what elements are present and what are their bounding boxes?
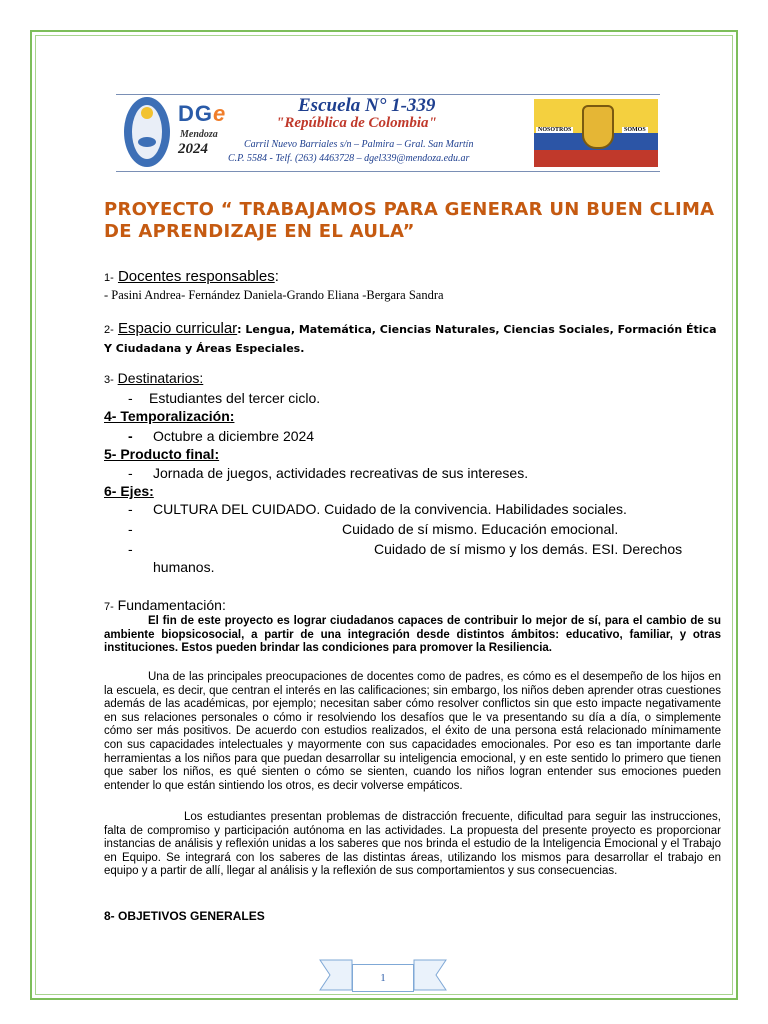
fundamentacion-intro: El fin de este proyecto es lograr ciudadanos capaces de contribuir lo mejor de sí, para el cambio de su ambiente biopsicosocial, a partir de una integración desde distintos ámbitos: educativo, familiar, y otras instituciones. Estos pueden brindar las condiciones para promover la Resiliencia.	[104, 615, 721, 654]
docentes-list: - Pasini Andrea- Fernández Daniela-Grando Eliana -Bergara Sandra	[104, 288, 444, 302]
section-docentes: 1- Docentes responsables:	[104, 268, 279, 285]
section-temporalizacion: 4- Temporalización:	[104, 408, 235, 424]
list-item: - Estudiantes del tercer ciclo.	[128, 390, 321, 406]
flag-label-left: NOSOTROS	[538, 127, 572, 133]
year-label: 2024	[178, 141, 208, 157]
page-number: 1	[352, 964, 414, 992]
list-item: - Octubre a diciembre 2024	[128, 428, 315, 444]
list-item-continued: humanos.	[153, 559, 215, 575]
school-name: Escuela N° 1-339	[298, 95, 436, 116]
list-item: - Jornada de juegos, actividades recreativas de sus intereses.	[128, 465, 529, 481]
section-ejes: 6- Ejes:	[104, 483, 154, 499]
fundamentacion-paragraph-1: Una de las principales preocupaciones de docentes como de padres, es cómo es el desempeño de los hijos en la escuela, es decir, que centran el interés en las calificaciones; sin embargo, los niños deben aprender otras cuestiones además de las académicas, por ejemplo; necesitan saber cómo resolver conflictos sin que esto impacte negativamente en sus relaciones personales o cómo ir resolviendo los desafíos que le va presentando su día a día, o simplemente cómo ser más positivos. De acuerdo con estudios realizados, el éxito de una persona está relacionado mínimamente con sus capacidades intelectuales y mayormente con sus capacidades emocionales. Por eso es tan importante darle herramientas a los niños para que puedan desarrollar su inteligencia emocional, y en este sentido lo primero que tienen que saber los niños, es qué sienten o cómo se sienten, cuando los niños logran entender sus emociones pueden entender lo que están sintiendo los otros, es decir volverse empáticos.	[104, 671, 721, 792]
section-heading: Destinatarios:	[117, 370, 204, 386]
school-contact: C.P. 5584 - Telf. (263) 4463728 – dgel339@mendoza.edu.ar	[228, 153, 470, 164]
list-item: - Cuidado de sí mismo y los demás. ESI. Derechos	[128, 541, 683, 557]
project-title: PROYECTO “ TRABAJAMOS PARA GENERAR UN BUEN CLIMA DE APRENDIZAJE EN EL AULA”	[104, 199, 715, 242]
colombia-flag-crest	[534, 99, 658, 167]
province-seal-logo	[124, 97, 170, 167]
region-label: Mendoza	[180, 129, 218, 140]
school-address: Carril Nuevo Barriales s/n – Palmira – Gral. San Martín	[244, 139, 474, 150]
flag-label-right: SOMOS	[624, 127, 646, 133]
list-item: - Cuidado de sí mismo. Educación emocional.	[128, 521, 619, 537]
school-subtitle: "República de Colombia"	[276, 115, 437, 131]
letterhead	[116, 94, 660, 172]
section-espacio-curricular: 2- Espacio curricular: Lengua, Matemática, Ciencias Naturales, Ciencias Sociales, Formación Ética Y Ciudadana y Áreas Especiales.	[104, 320, 717, 355]
section-objetivos: 8- OBJETIVOS GENERALES	[104, 909, 265, 923]
fundamentacion-paragraph-2: Los estudiantes presentan problemas de distracción frecuente, dificultad para seguir las instrucciones, falta de compromiso y participación autónoma en las actividades. La propuesta del presente proyecto es proporcionar instancias de análisis y reflexión unidas a los saberes que nos brinda el estudio de la Inteligencia Emocional y el Trabajo en Equipo. Se integrará con los saberes de las distintas áreas, utilizando los mismos para desarrollar el trabajo en equipo y a partir de allí, llegar al análisis y la reflexión de sus comportamientos y sus consecuencias.	[104, 811, 721, 878]
section-heading: Espacio curricular	[117, 320, 238, 337]
section-heading: Docentes responsables	[117, 268, 275, 285]
espacio-body: : Lengua, Matemática, Ciencias Naturales, Ciencias Sociales, Formación Ética Y Ciudadana y Áreas Especiales.	[104, 323, 717, 355]
section-destinatarios: 3- Destinatarios:	[104, 370, 204, 386]
section-fundamentacion: 7- Fundamentación:	[104, 597, 226, 613]
list-item: - CULTURA DEL CUIDADO. Cuidado de la convivencia. Habilidades sociales.	[128, 501, 627, 517]
crest-icon	[582, 105, 614, 149]
section-producto-final: 5- Producto final:	[104, 446, 220, 462]
dge-logo: DGe	[178, 101, 227, 126]
section-heading: Fundamentación	[117, 597, 222, 613]
